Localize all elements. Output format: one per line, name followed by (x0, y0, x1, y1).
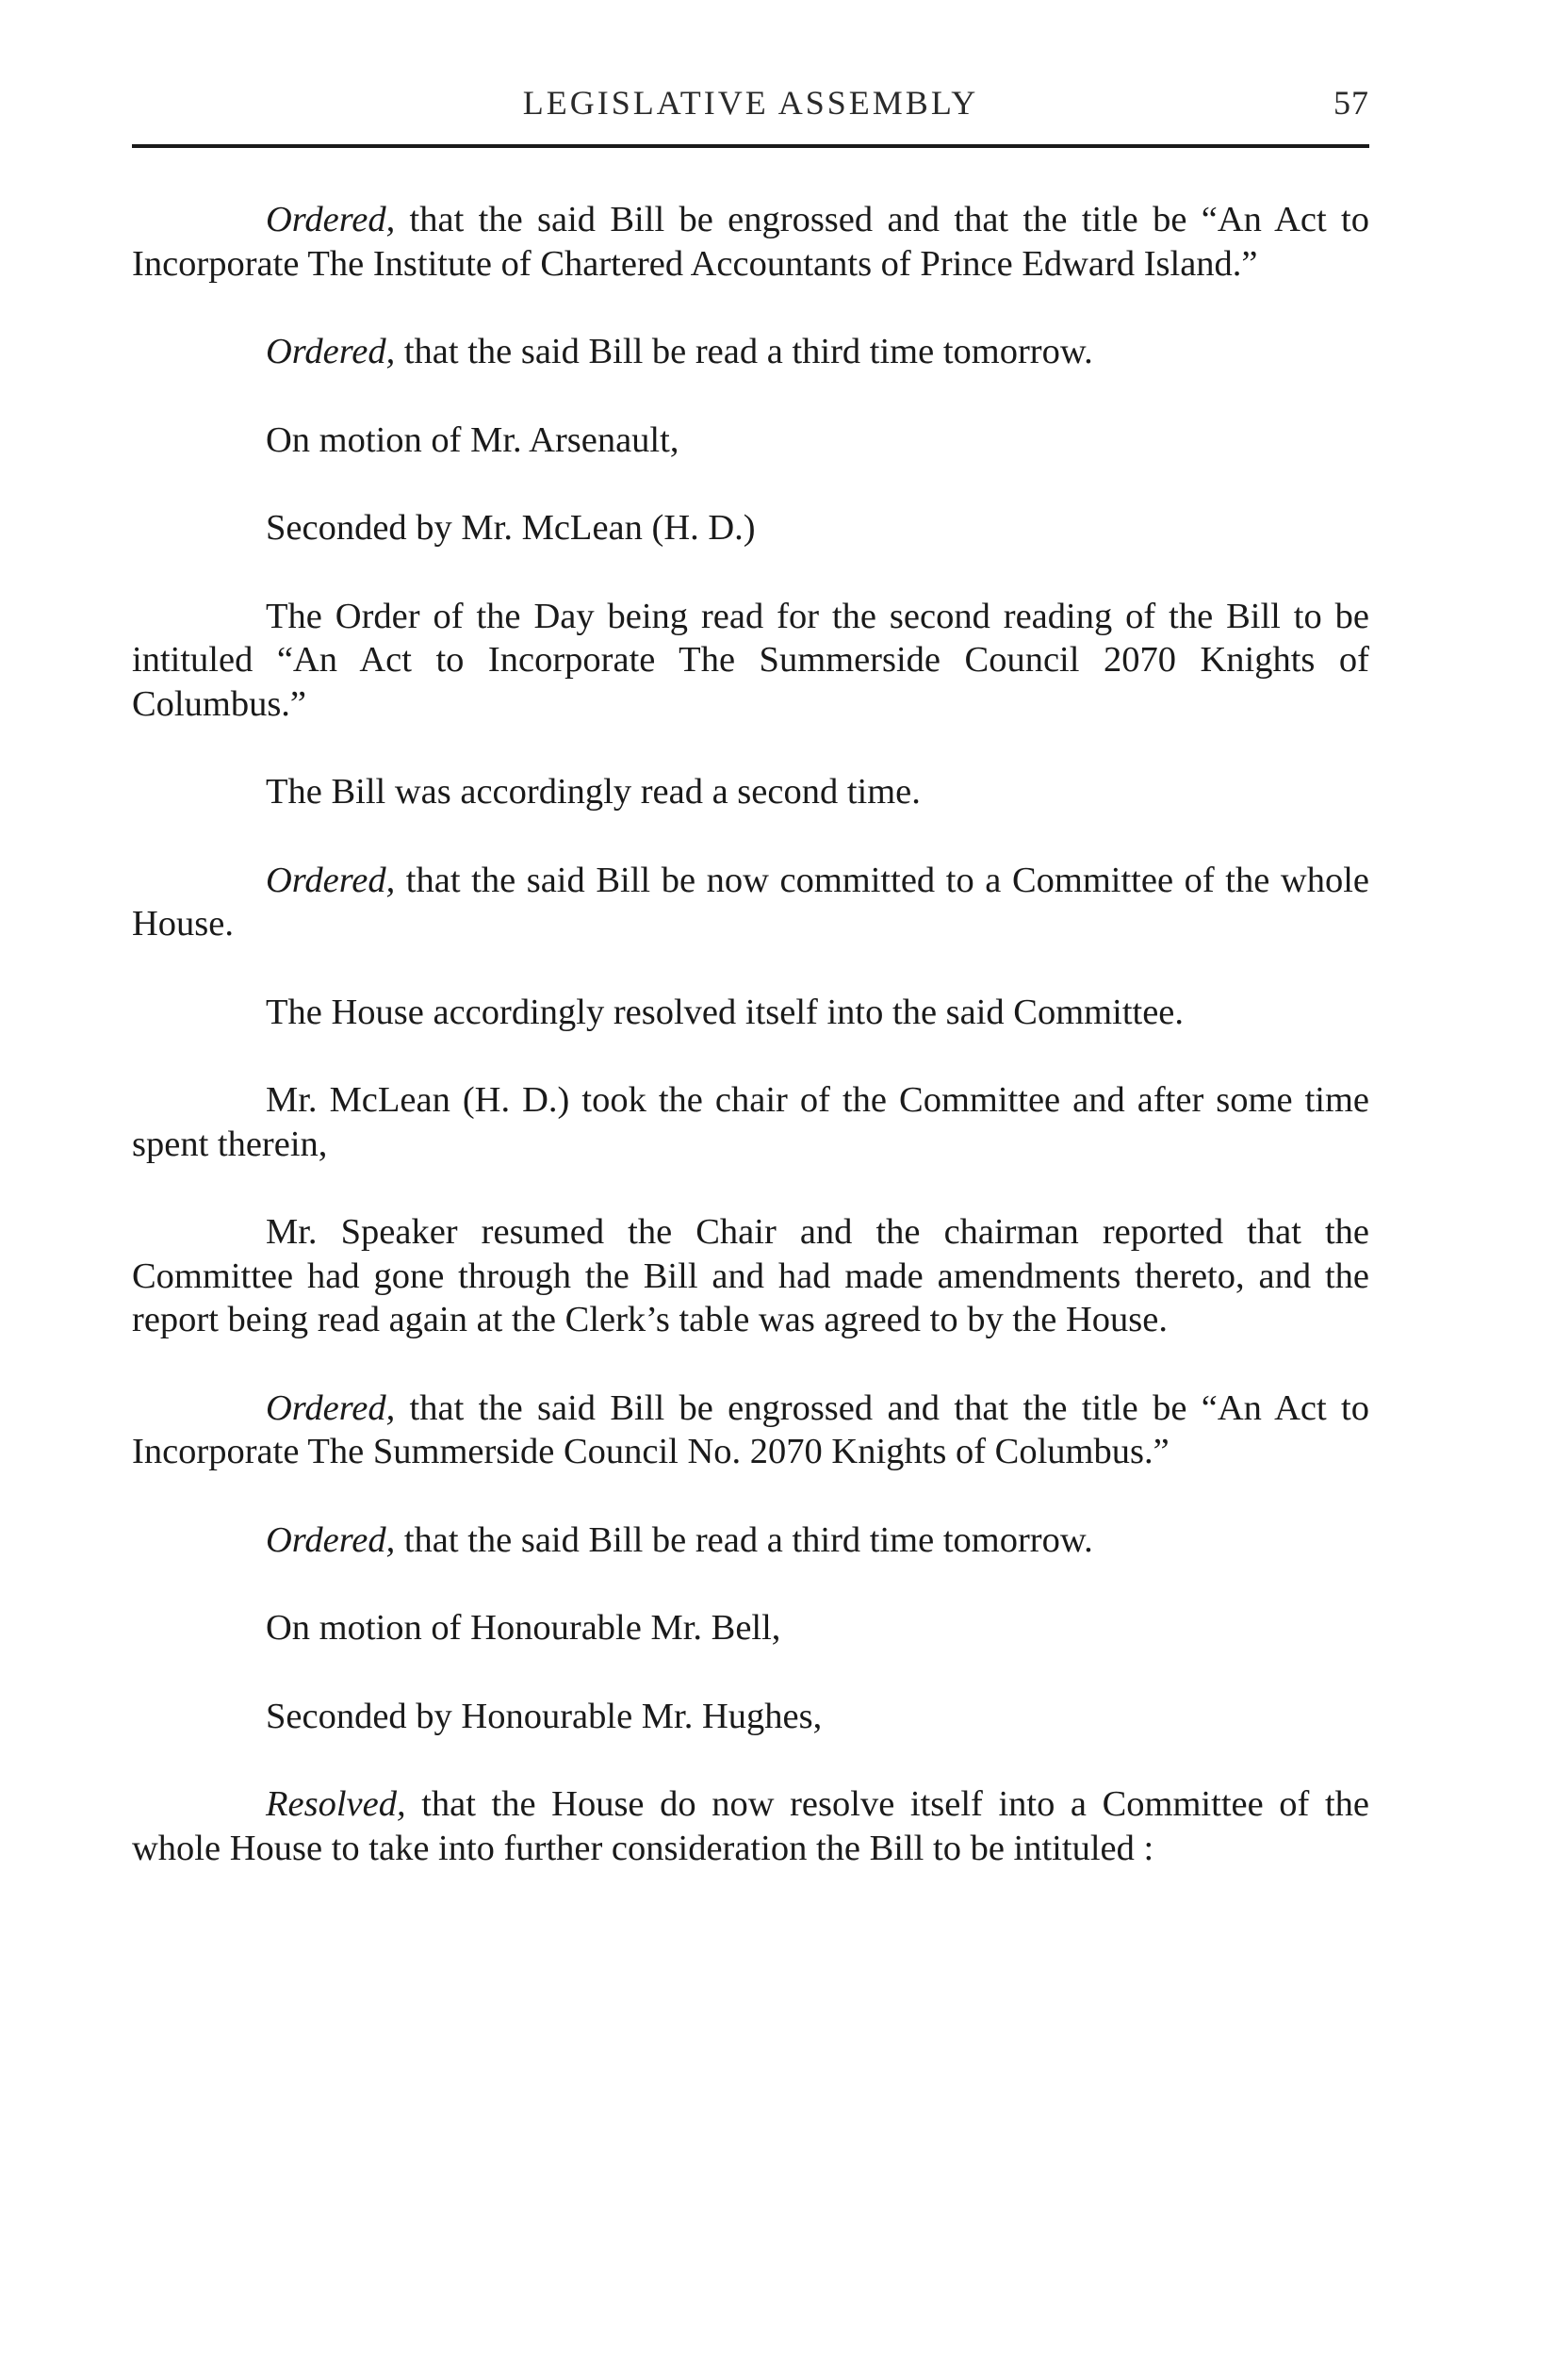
paragraph-text: The Order of the Day being read for the second reading of the Bill to be intituled “An Act to Incorporate The Summerside Council 2070 Knights of Columbus.” (132, 596, 1369, 724)
paragraph (132, 1782, 1369, 1870)
paragraph (132, 198, 1369, 286)
paragraph (132, 1387, 1369, 1474)
journal-body (132, 198, 1369, 1870)
paragraph-text: that the said Bill be engrossed and that the title be “An Act to Incorporate The Summerside Council No. 2070 Knights of Columbus.” (132, 1387, 1369, 1471)
paragraph-lead: Ordered, (266, 200, 396, 239)
header-rule (132, 144, 1369, 148)
paragraph (132, 1210, 1369, 1342)
paragraph-text: that the said Bill be engrossed and that the title be “An Act to Incorporate The Institute of Chartered Accountants of Prince Edward Island.” (132, 200, 1369, 284)
paragraph-text: that the said Bill be read a third time tomorrow. (395, 1519, 1093, 1560)
paragraph-lead: Ordered, (266, 1519, 396, 1560)
paragraph (132, 419, 1369, 463)
paragraph (132, 991, 1369, 1035)
paragraph-lead: Ordered, (266, 332, 396, 371)
paragraph-text: The House accordingly resolved itself into the said Committee. (266, 992, 1185, 1032)
paragraph-lead: Ordered, (266, 1387, 396, 1428)
paragraph-text: that the House do now resolve itself into a Committee of the whole House to take into further consideration the Bill to be intituled : (132, 1784, 1369, 1868)
paragraph-lead: Resolved, (266, 1784, 406, 1824)
paragraph (132, 1695, 1369, 1739)
paragraph-text: On motion of Mr. Arsenault, (266, 419, 679, 460)
paragraph-lead: Ordered, (266, 860, 396, 900)
paragraph (132, 1518, 1369, 1563)
paragraph-text: The Bill was accordingly read a second time. (266, 772, 921, 812)
paragraph (132, 1078, 1369, 1166)
paragraph-text: On motion of Honourable Mr. Bell, (266, 1608, 781, 1648)
paragraph-text: Mr. Speaker resumed the Chair and the chairman reported that the Committee had gone through the Bill and had made amendments thereto, and the report being read again at the Clerk’s table was agreed to by the House. (132, 1212, 1369, 1339)
paragraph-text: that the said Bill be now committed to a Committee of the whole House. (132, 860, 1369, 944)
paragraph-text: Seconded by Mr. McLean (H. D.) (266, 508, 756, 548)
paragraph (132, 770, 1369, 814)
paragraph (132, 1606, 1369, 1650)
paragraph-text: Mr. McLean (H. D.) took the chair of the Committee and after some time spent therein, (132, 1080, 1369, 1164)
paragraph (132, 506, 1369, 550)
running-header (132, 74, 1369, 130)
paragraph (132, 859, 1369, 946)
header-title: LEGISLATIVE ASSEMBLY (522, 84, 979, 122)
paragraph (132, 595, 1369, 727)
paragraph-text: that the said Bill be read a third time tomorrow. (395, 332, 1093, 371)
page-number: 57 (1333, 84, 1369, 122)
paragraph-text: Seconded by Honourable Mr. Hughes, (266, 1696, 823, 1736)
paragraph (132, 330, 1369, 374)
